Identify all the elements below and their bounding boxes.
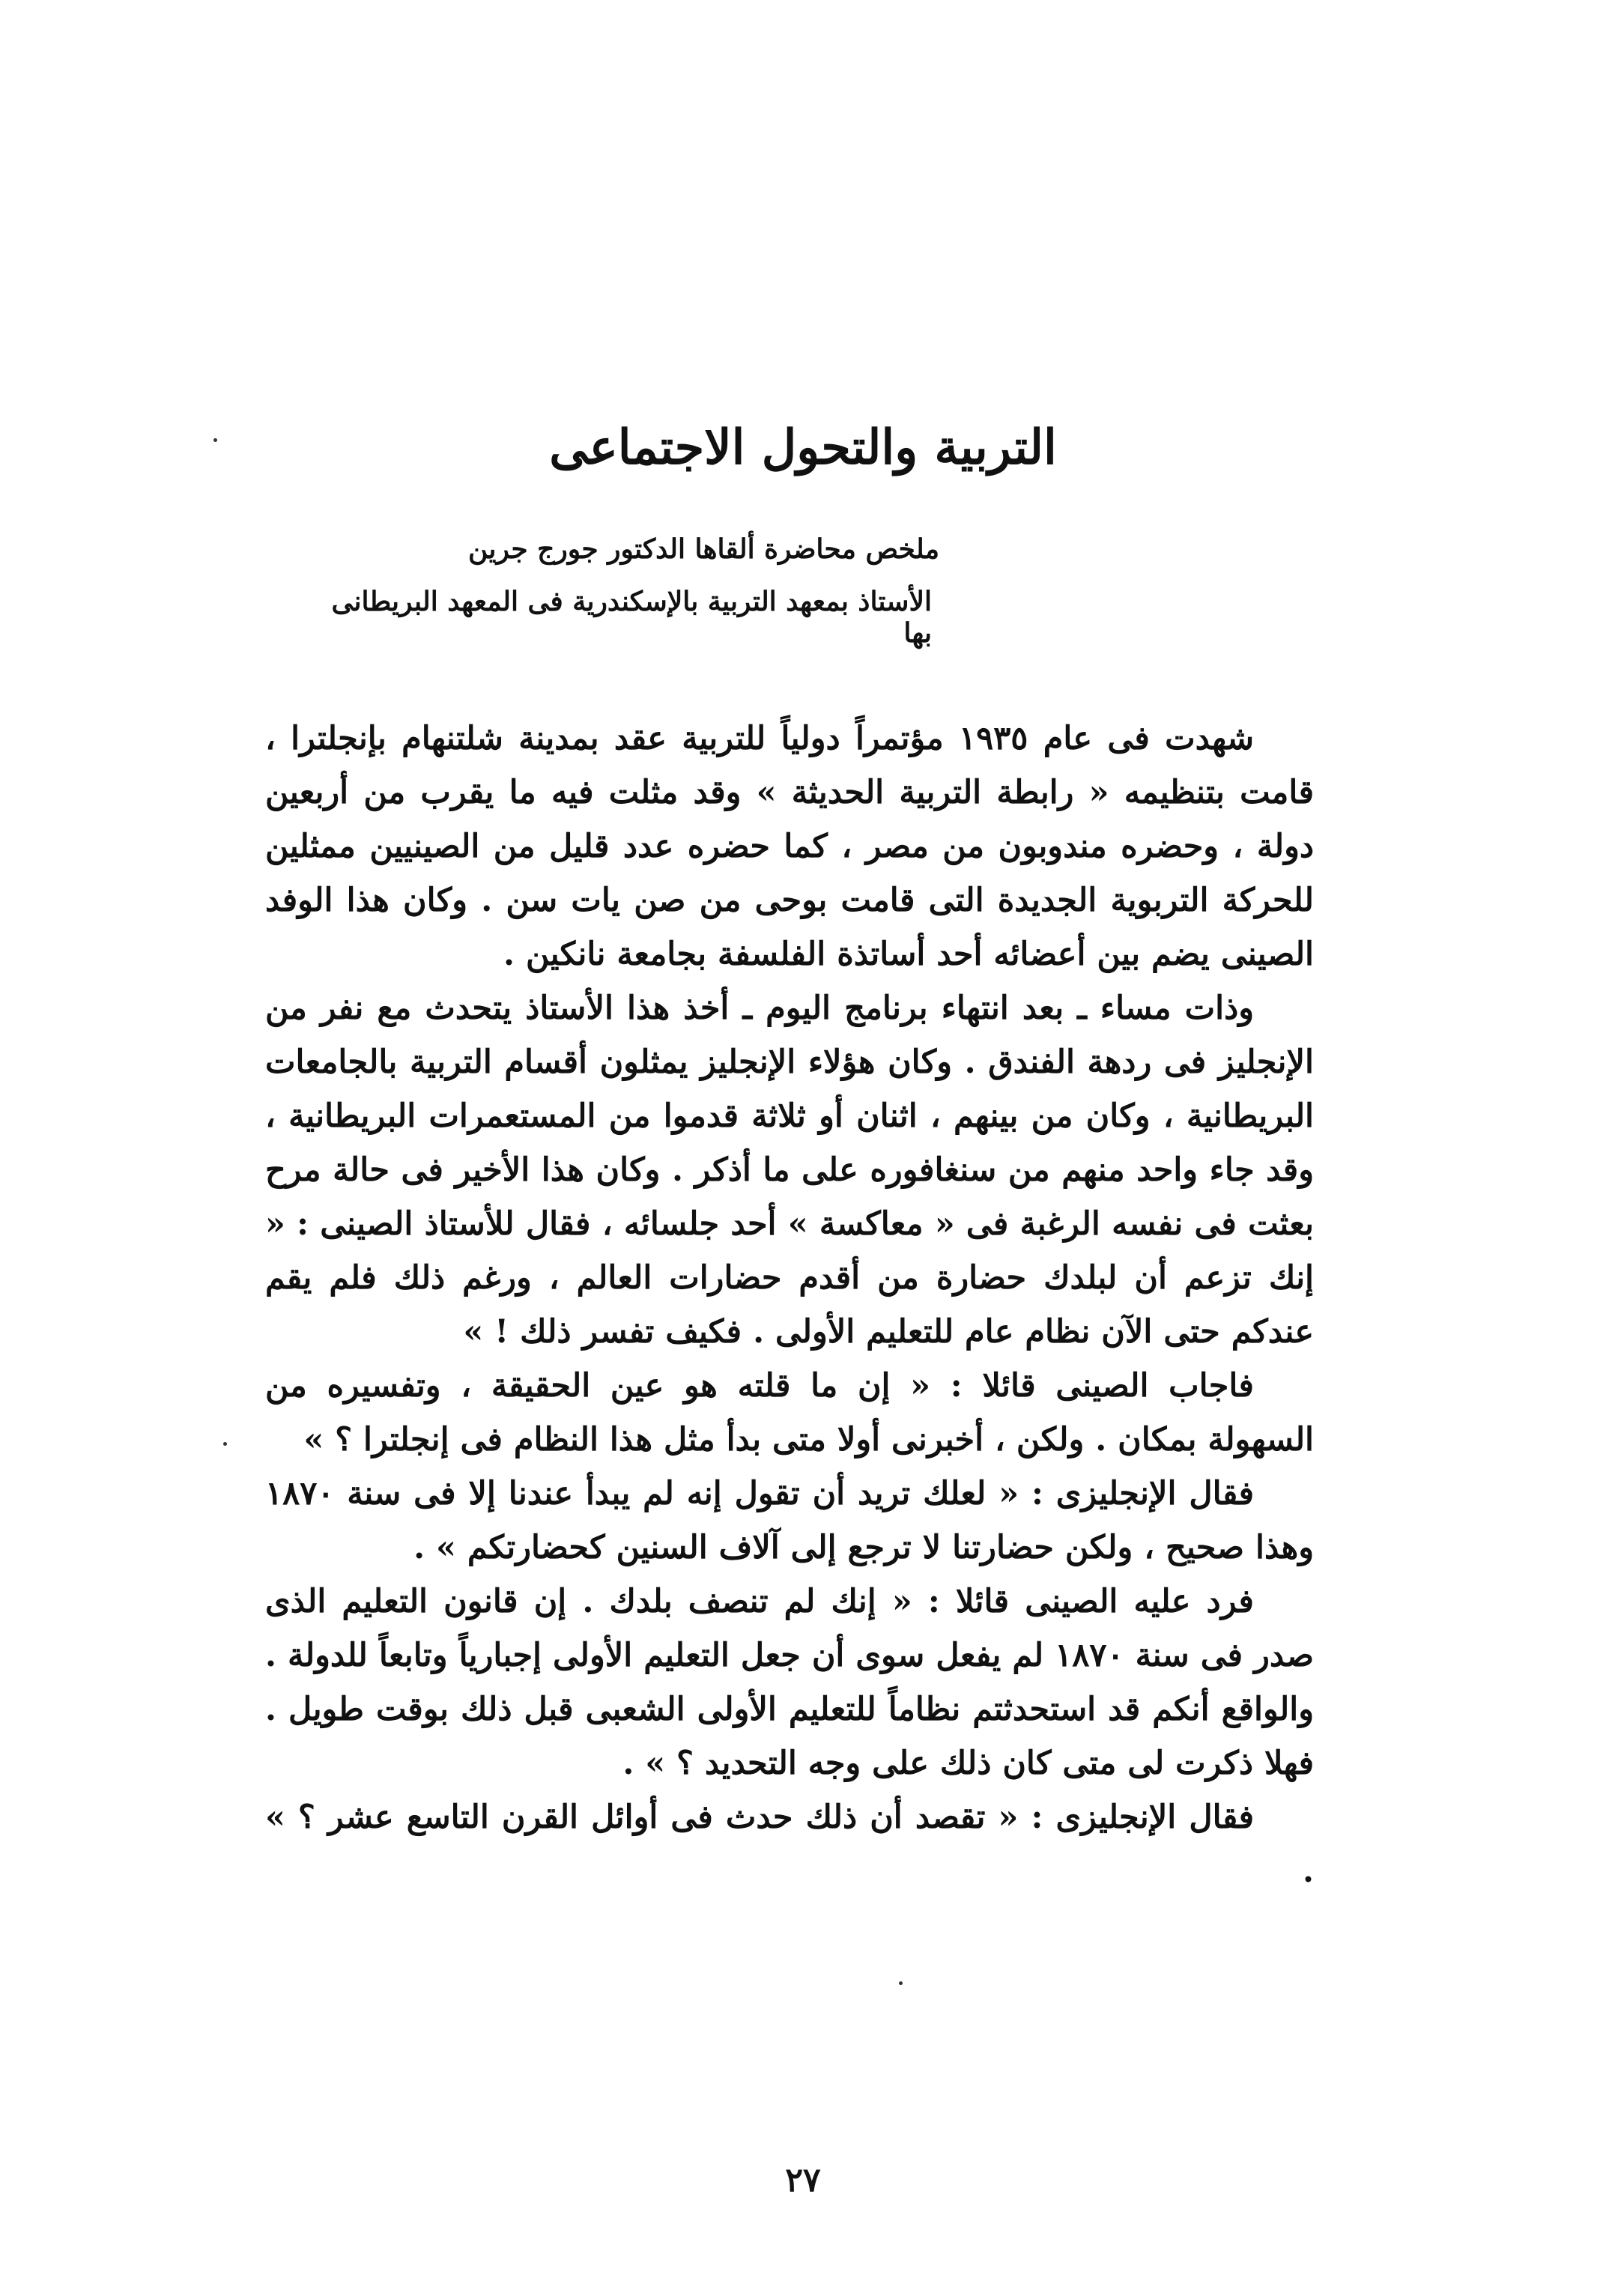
subtitle-line-1: ملخص محاضرة ألقاها الدكتور جورج جرين: [468, 533, 939, 565]
paragraph-1: شهدت فى عام ١٩٣٥ مؤتمراً دولياً للتربية عقد بمدينة شلتنهام بإنجلترا ، قامت بتنظيمه « رابطة التربية الحديثة » وقد مثلت فيه ما يقرب من أربعين دولة ، وحضره مندوبون من مصر ، كما حضره عدد قليل من الصينيين ممثلين للحركة التربوية الجديدة التى قامت بوحى من صن يات سن . وكان هذا الوفد الصينى يضم بين أعضائه أحد أساتذة الفلسفة بجامعة نانكين .: [265, 720, 1314, 973]
scan-speck: [213, 438, 217, 442]
subtitle-line-2: الأستاذ بمعهد التربية بالإسكندرية فى المعهد البريطانى بها: [331, 586, 932, 649]
article-body: [265, 712, 1314, 1898]
scan-speck: [223, 1442, 227, 1446]
paragraph-5: فرد عليه الصينى قائلا : « إنك لم تنصف بلدك . إن قانون التعليم الذى صدر فى سنة ١٨٧٠ لم يفعل سوى أن جعل التعليم الأولى إجبارياً وتابعاً للدولة . والواقع أنكم قد استحدثتم نظاماً للتعليم الأولى الشعبى قبل ذلك بوقت طويل . فهلا ذكرت لى متى كان ذلك على وجه التحديد ؟ » .: [265, 1583, 1314, 1782]
paragraph-2: وذات مساء ـ بعد انتهاء برنامج اليوم ـ أخذ هذا الأستاذ يتحدث مع نفر من الإنجليز فى ردهة الفندق . وكان هؤلاء الإنجليز يمثلون أقسام التربية بالجامعات البريطانية ، وكان من بينهم ، اثنان أو ثلاثة قدموا من المستعمرات البريطانية ، وقد جاء واحد منهم من سنغافوره على ما أذكر . وكان هذا الأخير فى حالة مرح بعثت فى نفسه الرغبة فى « معاكسة » أحد جلسائه ، فقال للأستاذ الصينى : « إنك تزعم أن لبلدك حضارة من أقدم حضارات العالم ، ورغم ذلك فلم يقم عندكم حتى الآن نظام عام للتعليم الأولى . فكيف تفسر ذلك ! »: [265, 990, 1314, 1351]
article-title: التربية والتحول الاجتماعى: [549, 419, 1057, 476]
paragraph-6: فقال الإنجليزى : « تقصد أن ذلك حدث فى أوائل القرن التاسع عشر ؟ » .: [265, 1799, 1314, 1890]
paragraph-4: فقال الإنجليزى : « لعلك تريد أن تقول إنه لم يبدأ عندنا إلا فى سنة ١٨٧٠ وهذا صحيح ، ولكن حضارتنا لا ترجع إلى آلاف السنين كحضارتكم » .: [265, 1475, 1314, 1566]
page-number: ٢٧: [785, 2161, 821, 2199]
scan-speck: [899, 1981, 903, 1985]
paragraph-3: فاجاب الصينى قائلا : « إن ما قلته هو عين الحقيقة ، وتفسيره من السهولة بمكان . ولكن ، أخبرنى أولا متى بدأ مثل هذا النظام فى إنجلترا ؟ »: [265, 1367, 1314, 1459]
